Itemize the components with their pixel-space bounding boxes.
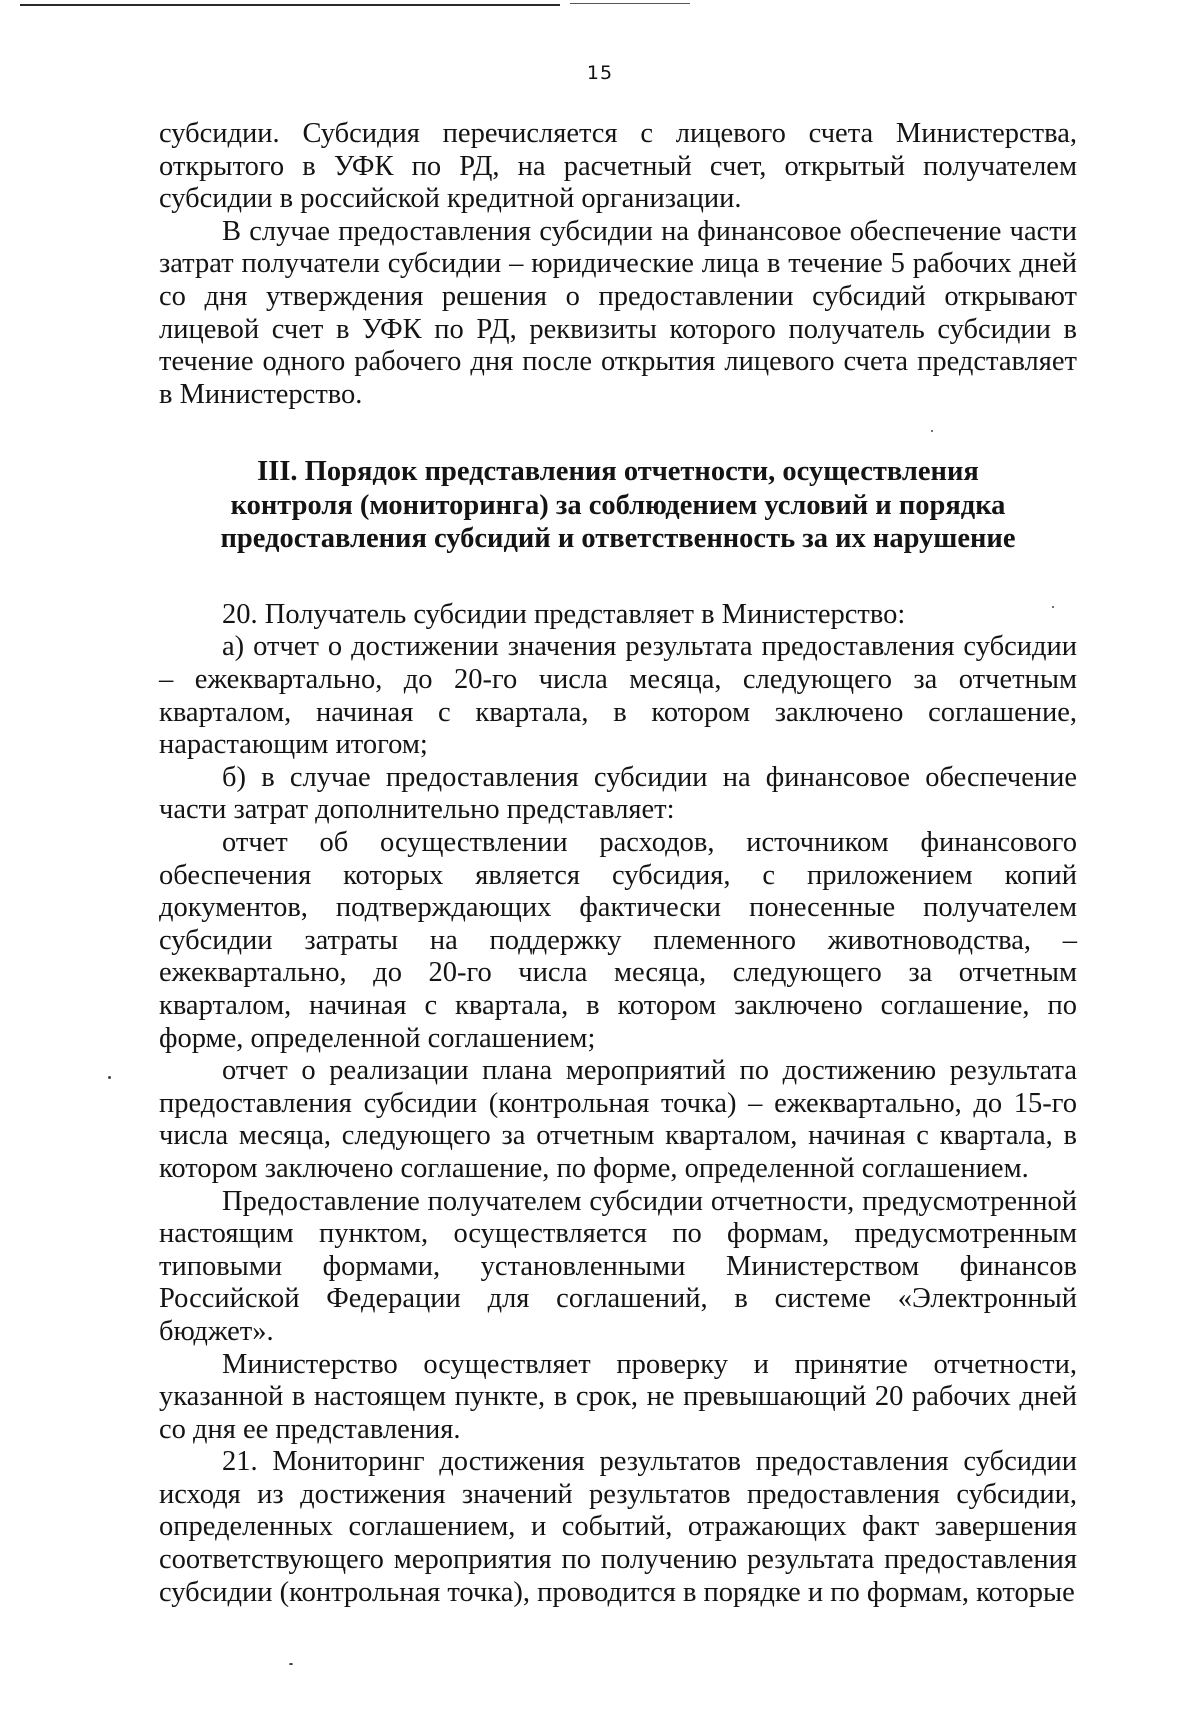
scan-speck (289, 1663, 293, 1665)
scan-speck (108, 1076, 111, 1079)
paragraph: Предоставление получателем субсидии отчетности, предусмотренной настоящим пунктом, осуществляется по формам, предусмотренным типовыми формами, установленными Министерством финансов Российской Федерации для соглашений, в системе «Электронный бюджет». (159, 1185, 1077, 1347)
paragraph: б) в случае предоставления субсидии на финансовое обеспечение части затрат дополнительно представляет: (159, 761, 1077, 826)
document-body (159, 118, 1077, 1609)
scan-speck (1052, 606, 1054, 608)
paragraph: отчет о реализации плана мероприятий по достижению результата предоставления субсидии (контрольная точка) – ежеквартально, до 15-го числа месяца, следующего за отчетным кварталом, начиная с квартала, в котором заключено соглашение, по форме, определенной соглашением. (159, 1055, 1077, 1184)
paragraph: В случае предоставления субсидии на финансовое обеспечение части затрат получатели субсидии – юридические лица в течение 5 рабочих дней со дня утверждения решения о предоставлении субсидий открывают лицевой счет в УФК по РД, реквизиты которого получатель субсидии в течение одного рабочего дня после открытия лицевого счета представляет в Министерство. (159, 215, 1077, 410)
scan-edge-line (570, 3, 690, 4)
page-number: 15 (586, 62, 614, 84)
paragraph: 21. Мониторинг достижения результатов предоставления субсидии исходя из достижения значений результатов предоставления субсидии, определенных соглашением, и событий, отражающих факт завершения соответствующего мероприятия по получению результата предоставления субсидии (контрольная точка), проводится в порядке и по формам, которые (159, 1446, 1077, 1608)
paragraph: 20. Получатель субсидии представляет в Министерство: (222, 598, 906, 630)
section-heading (159, 455, 1077, 556)
paragraph: Министерство осуществляет проверку и принятие отчетности, указанной в настоящем пункте, в срок, не превышающий 20 рабочих дней со дня ее представления. (159, 1348, 1077, 1445)
section-heading-line: предоставления субсидий и ответственность за их нарушение (220, 523, 1016, 555)
section-heading-line: III. Порядок представления отчетности, осуществления (257, 456, 979, 488)
paragraph: отчет об осуществлении расходов, источником финансового обеспечения которых является субсидия, с приложением копий документов, подтверждающих фактически понесенные получателем субсидии затраты на поддержку племенного животноводства, – ежеквартально, до 20-го числа месяца, следующего за отчетным кварталом, начиная с квартала, в котором заключено соглашение, по форме, определенной соглашением; (159, 827, 1077, 1054)
paragraph: а) отчет о достижении значения результата предоставления субсидии – ежеквартально, до 20-го числа месяца, следующего за отчетным кварталом, начиная с квартала, в котором заключено соглашение, нарастающим итогом; (159, 631, 1077, 761)
section-heading-line: контроля (мониторинга) за соблюдением условий и порядка (230, 489, 1006, 521)
scan-edge-line (20, 4, 560, 6)
paragraph: субсидии. Субсидия перечисляется с лицевого счета Министерства, открытого в УФК по РД, на расчетный счет, открытый получателем субсидии в российской кредитной организации. (159, 118, 1077, 215)
scan-speck (931, 430, 933, 432)
